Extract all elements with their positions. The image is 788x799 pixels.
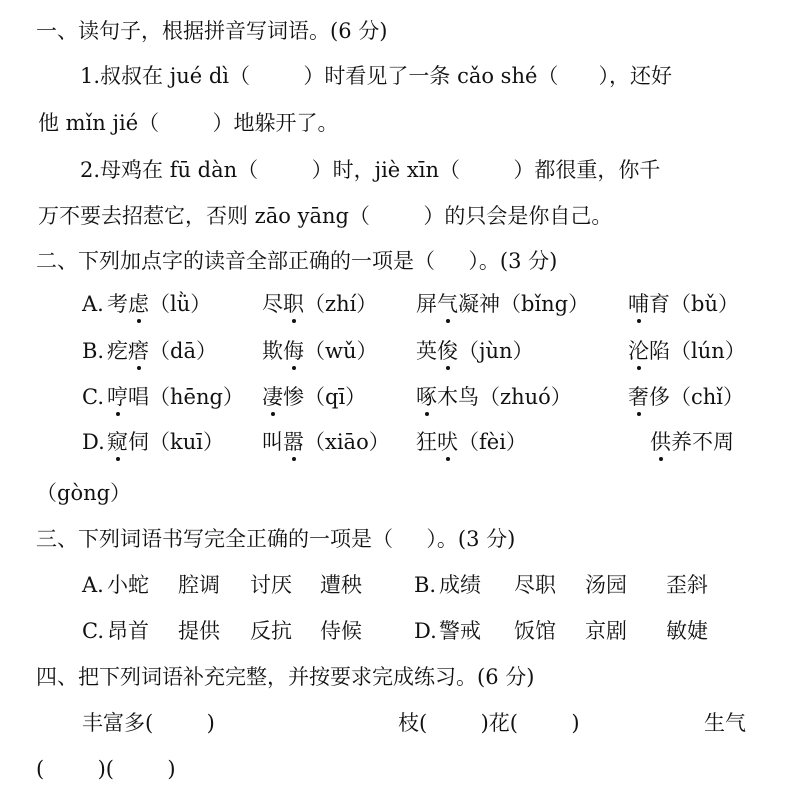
q4-idiom-3: 生气 (704, 711, 746, 735)
q2-option-a-item-2: 尽职（zhí） (262, 292, 378, 316)
q2-option-b-item-2: 欺侮（wǔ） (262, 339, 378, 363)
q2-option-c-item-2: 凄惨（qī） (262, 385, 367, 409)
q3-option-c-word-1: 昂首 (107, 619, 149, 643)
q3-option-a-word-1: 小蛇 (107, 573, 149, 597)
q2-option-c-item-3: 啄木鸟（zhuó） (416, 385, 572, 409)
q3-option-a-label: A. (82, 573, 104, 597)
q3-option-d-word-2: 饭馆 (514, 619, 556, 643)
q3-option-c-label: C. (82, 619, 104, 643)
q1-heading: 一、读句子，根据拼音写词语。(6 分) (36, 19, 388, 43)
q3-option-b-word-3: 汤园 (585, 573, 627, 597)
q2-option-c-item-4: 奢侈（chǐ） (628, 385, 745, 409)
q3-option-a-word-3: 讨厌 (250, 573, 292, 597)
q3-heading: 三、下列词语书写完全正确的一项是（ ）。(3 分) (36, 527, 516, 551)
q2-option-a-label: A. (82, 292, 104, 316)
q2-option-c-item-1: 哼唱（hēng） (107, 385, 244, 409)
q3-option-a-word-4: 遭秧 (320, 573, 362, 597)
q2-option-d-label: D. (82, 430, 105, 454)
q3-option-d-label: D. (414, 619, 437, 643)
q2-option-b-label: B. (82, 339, 105, 363)
q4-idiom-3-blanks: ( )( ) (36, 757, 176, 781)
q2-option-a-item-4: 哺育（bǔ） (628, 292, 739, 316)
q1-sentence-2-continued: 万不要去招惹它，否则 zāo yāng（ ）的只会是你自己。 (38, 204, 613, 228)
q3-option-d-word-1: 警戒 (439, 619, 481, 643)
q4-heading: 四、把下列词语补充完整，并按要求完成练习。(6 分) (36, 665, 535, 689)
q3-option-b-word-4: 歪斜 (666, 573, 708, 597)
q3-option-b-word-1: 成绩 (439, 573, 481, 597)
q2-option-d-item-4-pinyin: （gòng） (36, 481, 132, 505)
q3-option-c-word-3: 反抗 (250, 619, 292, 643)
q2-option-d-item-1: 窥伺（kuī） (107, 430, 224, 454)
q2-option-d-item-3: 狂吠（fèi） (416, 430, 527, 454)
q2-option-d-item-4: 供养不周 (650, 430, 734, 454)
q3-option-c-word-4: 侍候 (320, 619, 362, 643)
q3-option-b-label: B. (414, 573, 437, 597)
q2-option-a-item-1: 考虑（lǜ） (107, 292, 212, 316)
q4-idiom-1: 丰富多( ) (82, 711, 215, 735)
q1-sentence-2: 2.母鸡在 fū dàn（ ）时，jiè xīn（ ）都很重，你千 (80, 158, 661, 182)
q3-option-d-word-3: 京剧 (585, 619, 627, 643)
q2-heading: 二、下列加点字的读音全部正确的一项是（ ）。(3 分) (36, 249, 558, 273)
q2-option-b-item-1: 疙瘩（dā） (107, 339, 217, 363)
q2-option-a-item-3: 屏气凝神（bǐng） (416, 292, 590, 316)
q3-option-a-word-2: 腔调 (178, 573, 220, 597)
q2-option-b-item-3: 英俊（jùn） (416, 339, 534, 363)
q3-option-c-word-2: 提供 (178, 619, 220, 643)
q2-option-c-label: C. (82, 385, 104, 409)
q1-sentence-1-continued: 他 mǐn jié（ ）地躲开了。 (38, 111, 339, 135)
q2-option-b-item-4: 沦陷（lún） (628, 339, 746, 363)
q4-idiom-2: 枝( )花( ) (398, 711, 580, 735)
q1-sentence-1: 1.叔叔在 jué dì（ ）时看见了一条 cǎo shé（ ），还好 (80, 64, 672, 88)
q3-option-b-word-2: 尽职 (514, 573, 556, 597)
q3-option-d-word-4: 敏婕 (666, 619, 708, 643)
q2-option-d-item-2: 叫嚣（xiāo） (262, 430, 390, 454)
